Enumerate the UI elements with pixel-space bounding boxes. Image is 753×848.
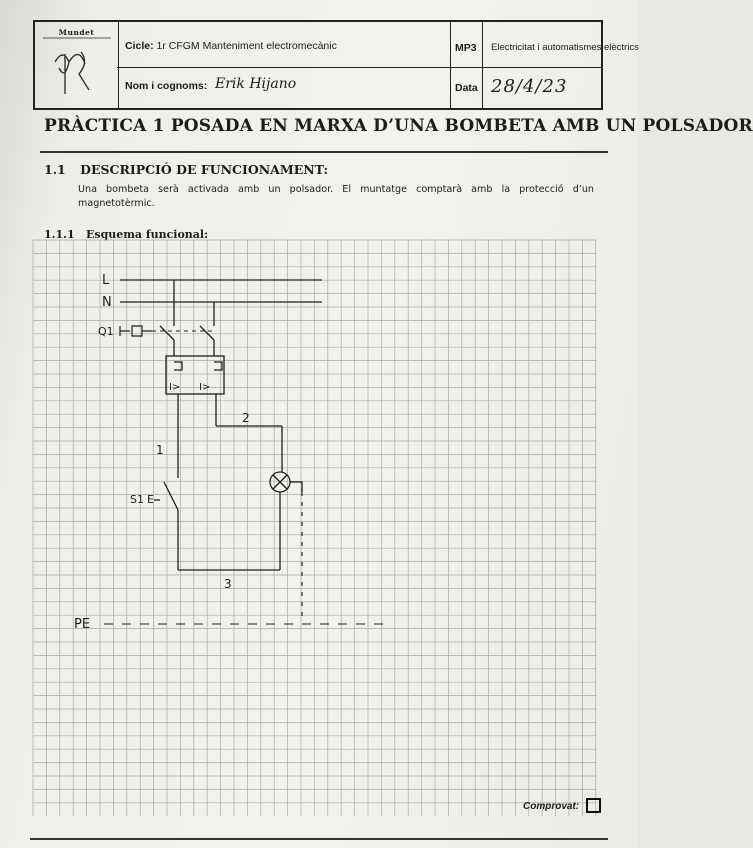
label-wire-3: 3 — [224, 577, 232, 591]
cicle-label: Cicle: — [125, 40, 154, 52]
label-Q1: Q1 — [98, 325, 114, 338]
label-N: N — [102, 295, 112, 310]
page-title: PRÀCTICA 1 POSADA EN MARXA D’UNA BOMBETA AMB UN POLSADOR — [44, 116, 753, 136]
label-trip-left: I> — [169, 382, 181, 393]
name-label: Nom i cognoms: — [125, 80, 208, 92]
label-S1-mark: E — [147, 493, 154, 506]
module-code: MP3 — [455, 42, 477, 54]
subsection-title: Esquema funcional: — [86, 228, 209, 241]
label-PE: PE — [74, 617, 91, 632]
date-label: Data — [455, 82, 478, 94]
name-value: Erik Hijano — [215, 76, 297, 92]
checked-box[interactable] — [586, 798, 601, 813]
label-wire-2: 2 — [242, 411, 250, 425]
module-name: Electricitat i automatismes elèctrics — [491, 42, 639, 53]
section-description: Una bombeta serà activada amb un polsador. El muntatge comptarà amb la protecció d’un magnetotèrmic. — [78, 184, 594, 209]
date-value: 28/4/23 — [491, 76, 568, 97]
pushbutton-contact — [164, 482, 178, 510]
label-L: L — [102, 273, 110, 288]
schematic-wires — [104, 280, 392, 624]
cicle-value: 1r CFGM Manteniment electromecànic — [156, 40, 337, 52]
subsection-number: 1.1.1 — [44, 228, 75, 241]
section-title: DESCRIPCIÓ DE FUNCIONAMENT: — [80, 162, 329, 177]
label-wire-1: 1 — [156, 443, 164, 457]
graph-paper-grid — [33, 240, 596, 816]
label-S1: S1 — [130, 493, 144, 506]
bottom-divider — [30, 838, 608, 840]
logo-text: Mundet — [58, 28, 95, 37]
section-number: 1.1 — [44, 162, 66, 177]
checked-label: Comprovat: — [523, 801, 580, 812]
label-trip-right: I> — [199, 382, 211, 393]
